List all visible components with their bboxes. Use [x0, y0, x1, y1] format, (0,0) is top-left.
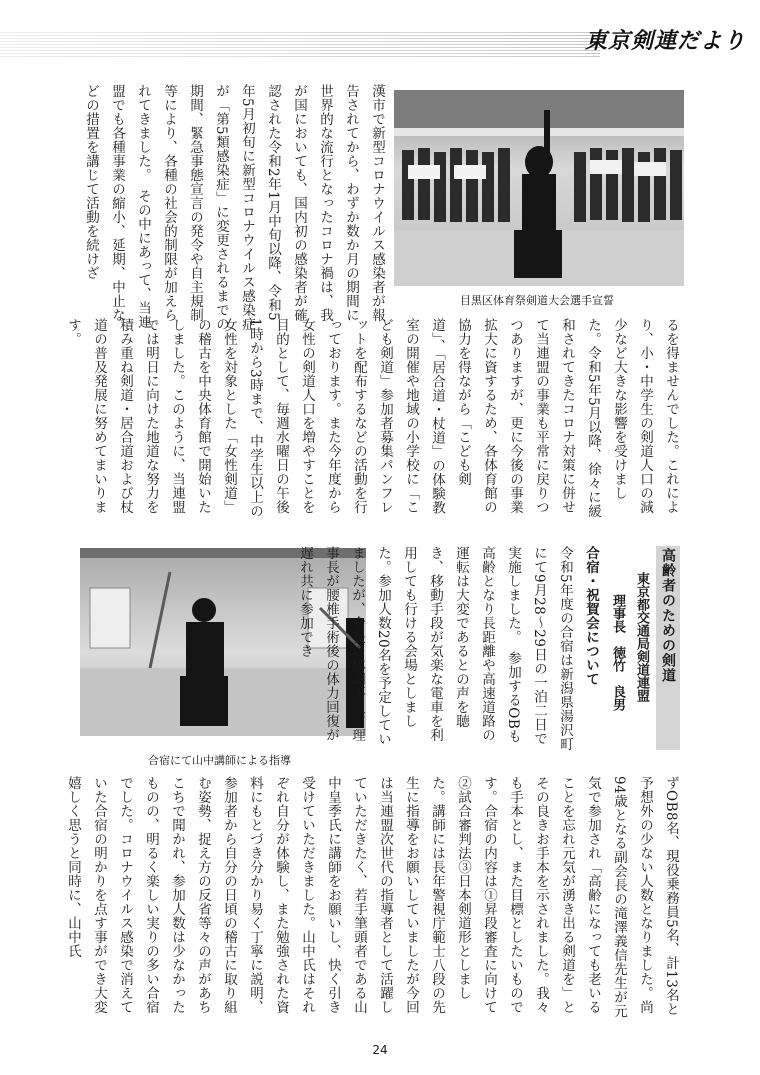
photo-tournament-oath-caption: 目黒区体育祭剣道大会選手宣誓	[460, 294, 614, 307]
article-column-b: ずOB8名、現役乗務員5名、計13名と予想外の少ない人数となりました。尚94歳となる副会長の滝澤義信先生が元気で参加され「高齢になっても老いることを忘れ元気が湧き出る剣道を」とその良きお手本を示されました。我々も手本とし、また目標としたいものです。合宿の内容は①昇段審査に向けて②試合審判法③日本剣道形としました。講師には長年警視庁範士八段の先生に指導をお願いしていましたが今回は当連盟次世代の指導者として活躍していただきたく、若手筆頭者である山中皇季氏に講師をお願いし、快く引き受けていただきました。山中氏はそれぞれ自分が体験し、また勉強された資料にもとづき分かり易く丁寧に説明、参加者から自分の日頃の稽古に取り組む姿勢、捉え方の反省等々の声があちこちで聞かれ、参加人数は少なかったものの、明るく楽しい実りの多い合宿でした。コロナウイルス感染で消えていた合宿の明かりを点す事ができ大変嬉しく思うと同時に、山中氏	[65, 776, 679, 1019]
page-number: 24	[372, 1043, 388, 1057]
tournament-photo-image	[394, 90, 684, 286]
article-subheading: 合宿・祝賀会について	[583, 546, 599, 686]
header-stripes-decoration	[0, 32, 600, 58]
photo-training-camp-caption: 合宿にて山中講師による指導	[148, 754, 291, 767]
newsletter-title: 東京剣連だより	[584, 29, 746, 54]
article-organization: 東京都交通局剣道連盟	[634, 572, 649, 702]
middle-text-block: るを得ませんでした。これにより、小・中学生の剣道人口の減少など大きな影響を受けました。令和5年5月以降、徐々に緩和されてきたコロナ対策に併せて当連盟の事業も平常に戻りつつありますが、更に今後の事業拡大に資するため、各体育館の協力を得ながら「こども剣道」、「居合道・杖道」の体験教室の開催や地域の小学校に「こども剣道」参加者募集パンフレットを配布するなどの活動を行っております。また今年度から女性の剣道人口を増やすことを目的として、毎週水曜日の午後1時から3時まで、中学生以上の女性を対象とした「女性剣道」の稽古を中央体育館で開始いたしました。このように、当連盟では明日に向けた地道な努力を積み重ね剣道・居合道および杖道の普及発展に努めてまいります。	[65, 318, 679, 519]
article-author: 理事長 徳竹 良男	[610, 594, 625, 711]
article-heading: 高齢者のための剣道	[656, 546, 680, 750]
page-header	[0, 0, 760, 80]
photo-tournament-oath	[394, 90, 684, 286]
article-column-a	[297, 546, 604, 752]
top-left-text-block: 漢市で新型コロナウイルス感染者が報告されてから、わずか数か月の期間に世界的な流行となったコロナ禍は、我が国においても、国内初の感染者が確認された令和2年1月中旬以降、令和5年5月初旬に新型コロナウイルス感染症が「第5類感染症」に変更されるまでの期間、緊急事態宣言の発令や自主規制等により、各種の社会的制限が加えられてきました。 その中にあって、当連盟でも各種事業の縮小、延期、中止などの措置を講じて活動を続けざ	[83, 84, 385, 332]
article-column-a-text: 令和5年度の合宿は新潟県湯沢町にて9月28〜29日の一泊二日で実施しました。 参加するOBも高齢となり長距離や高速道路の運転は大変であるとの声を聴き、移動手段が気楽な電車を利用しても行ける会場としました。参加人数20名を予定していましたが、会長の体調不良、理事長が腰椎手術後の体力回復が遅れ共に参加でき	[297, 546, 573, 752]
